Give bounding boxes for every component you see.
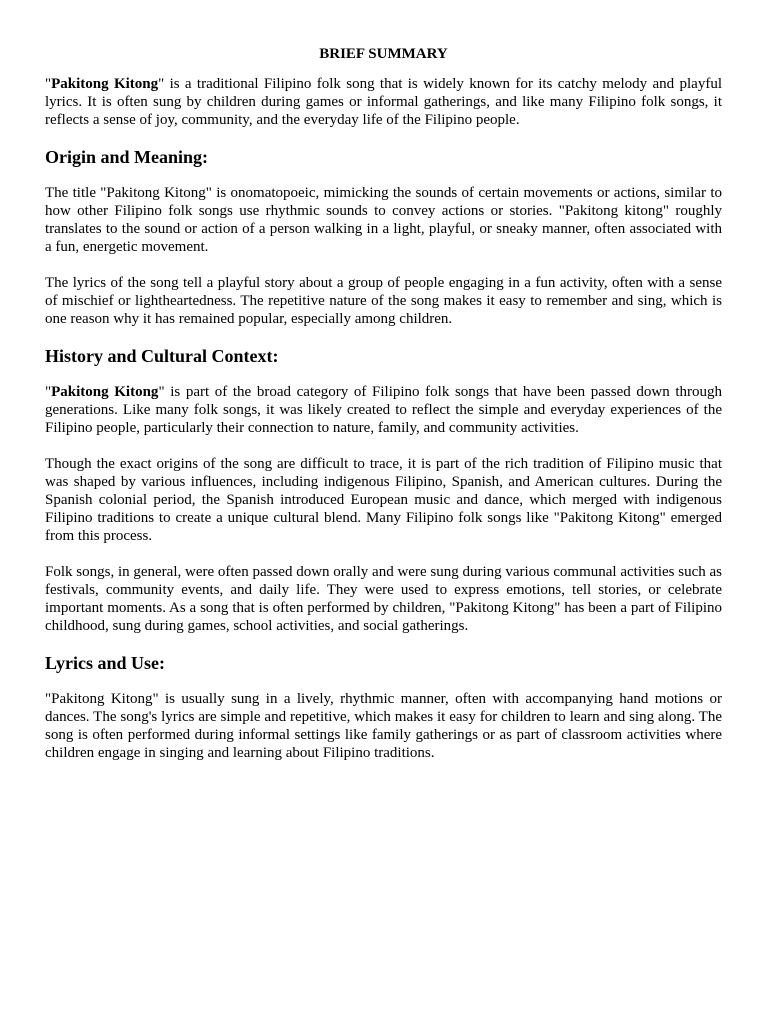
heading-lyrics-and-use: Lyrics and Use: [45, 653, 166, 673]
heading-history-and-cultural-context: History and Cultural Context: [45, 346, 279, 366]
heading-origin-and-meaning: Origin and Meaning: [45, 147, 209, 167]
history-open-quote: " [45, 384, 52, 400]
document-title: BRIEF SUMMARY [319, 46, 448, 62]
history-paragraph-2: Though the exact origins of the song are difficult to trace, it is part of the rich tradition of Filipino music that was shaped by various influences, including indigenous Filipino, Spanish, and American cultures. During the Spanish colonial period, the Spanish introduced European music and dance, which merged with indigenous Filipino traditions to create a unique cultural blend. Many Filipino folk songs like "Pakitong Kitong" emerged from this process. [45, 456, 722, 544]
history-paragraph-1 [45, 383, 722, 437]
lyrics-paragraph-1: "Pakitong Kitong" is usually sung in a lively, rhythmic manner, often with accompanying hand motions or dances. The song's lyrics are simple and repetitive, which makes it easy for children to learn and sing along. The song is often performed during informal settings like family gatherings or as part of classroom activities where children engage in singing and learning about Filipino traditions. [45, 691, 722, 761]
history-text: " is part of the broad category of Filipino folk songs that have been passed down through generations. Like many folk songs, it was likely created to reflect the simple and everyday experiences of the Filipino people, particularly their connection to nature, family, and community activities. [45, 384, 722, 436]
intro-open-quote: " [45, 76, 52, 92]
document-page [45, 45, 722, 780]
intro-paragraph [45, 75, 722, 129]
history-paragraph-3: Folk songs, in general, were often passed down orally and were sung during various communal activities such as festivals, community events, and daily life. They were used to express emotions, tell stories, or celebrate important moments. As a song that is often performed by children, "Pakitong Kitong" has been a part of Filipino childhood, sung during games, school activities, and social gatherings. [45, 564, 722, 634]
origin-paragraph-2: The lyrics of the song tell a playful story about a group of people engaging in a fun activity, often with a sense of mischief or lightheartedness. The repetitive nature of the song makes it easy to remember and sing, which is one reason why it has remained popular, especially among children. [45, 275, 722, 327]
origin-paragraph-1: The title "Pakitong Kitong" is onomatopoeic, mimicking the sounds of certain movements or actions, similar to how other Filipino folk songs use rhythmic sounds to convey actions or stories. "Pakitong kitong" roughly translates to the sound or action of a person walking in a light, playful, or sneaky manner, often associated with a fun, energetic movement. [45, 185, 722, 255]
history-song-title: Pakitong Kitong [51, 384, 159, 400]
intro-text: " is a traditional Filipino folk song that is widely known for its catchy melody and playful lyrics. It is often sung by children during games or informal gatherings, and like many Filipino folk songs, it reflects a sense of joy, community, and the everyday life of the Filipino people. [45, 76, 722, 128]
intro-song-title: Pakitong Kitong [51, 76, 159, 92]
